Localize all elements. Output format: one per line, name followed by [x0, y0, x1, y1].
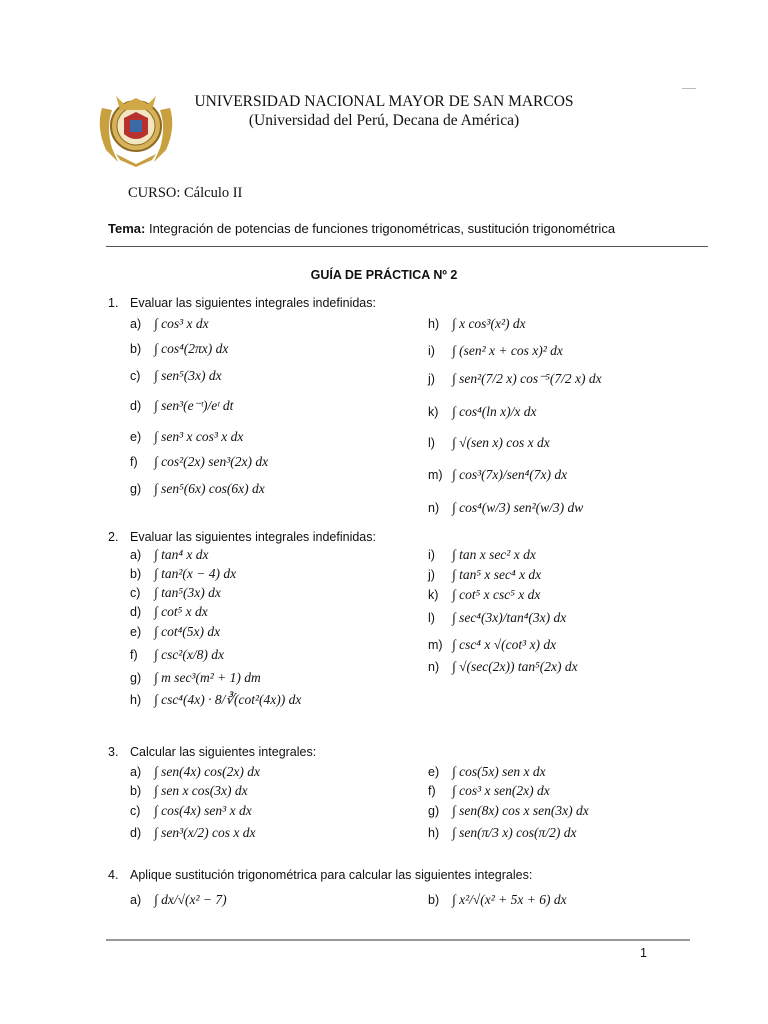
exercise-1m: m) ∫ cos³(7x)/sen⁴(7x) dx: [428, 467, 568, 482]
exercise-1j: j) ∫ sen²(7/2 x) cos⁻⁵(7/2 x) dx: [428, 371, 602, 386]
topic-label: Tema:: [108, 221, 146, 236]
exercise-1c: c) ∫ sen⁵(3x) dx: [130, 368, 222, 383]
exercise-3h: h) ∫ sen(π/3 x) cos(π/2) dx: [428, 825, 577, 840]
exercise-2j: j) ∫ tan⁵ x sec⁴ x dx: [428, 567, 542, 582]
topic-text: Integración de potencias de funciones trigonométricas, sustitución trigonométrica: [148, 221, 616, 236]
exercise-1a: a) ∫ cos³ x dx: [130, 316, 209, 331]
university-name: UNIVERSIDAD NACIONAL MAYOR DE SAN MARCOS: [194, 93, 574, 110]
exercise-1n: n) ∫ cos⁴(w/3) sen²(w/3) dw: [428, 500, 584, 515]
exercise-2n: n) ∫ √(sec(2x)) tan⁵(2x) dx: [428, 659, 578, 674]
exercise-2h: h) ∫ csc⁴(4x) · 8/∛(cot²(4x)) dx: [130, 692, 302, 707]
exercise-3g: g) ∫ sen(8x) cos x sen(3x) dx: [428, 803, 589, 818]
course-title: CURSO: Cálculo II: [128, 185, 243, 201]
corner-mark: [682, 88, 696, 89]
exercise-2e: e) ∫ cot⁴(5x) dx: [130, 624, 221, 639]
exercise-2g: g) ∫ m sec³(m² + 1) dm: [130, 670, 261, 685]
exercise-2a: a) ∫ tan⁴ x dx: [130, 547, 209, 562]
exercise-1g: g) ∫ sen⁵(6x) cos(6x) dx: [130, 481, 265, 496]
footer-divider: [106, 939, 690, 941]
exercise-3e: e) ∫ cos(5x) sen x dx: [428, 764, 546, 779]
exercise-2c: c) ∫ tan⁵(3x) dx: [130, 585, 221, 600]
page-number: 1: [640, 946, 647, 960]
exercise-2d: d) ∫ cot⁵ x dx: [130, 604, 208, 619]
exercise-3f: f) ∫ cos³ x sen(2x) dx: [428, 783, 550, 798]
exercise-2b: b) ∫ tan²(x − 4) dx: [130, 566, 237, 581]
exercise-1b: b) ∫ cos⁴(2πx) dx: [130, 341, 229, 356]
exercise-2m: m) ∫ csc⁴ x √(cot³ x) dx: [428, 637, 557, 652]
exercise-2k: k) ∫ cot⁵ x csc⁵ x dx: [428, 587, 541, 602]
exercise-1h: h) ∫ x cos³(x²) dx: [428, 316, 526, 331]
exercise-3a: a) ∫ sen(4x) cos(2x) dx: [130, 764, 261, 779]
topic-line: [108, 221, 615, 236]
exercise-1i: i) ∫ (sen² x + cos x)² dx: [428, 343, 563, 358]
exercise-3d: d) ∫ sen³(x/2) cos x dx: [130, 825, 256, 840]
exercise-2l: l) ∫ sec⁴(3x)/tan⁴(3x) dx: [428, 610, 567, 625]
exercise-1d: d) ∫ sen³(e⁻ᵗ)/eᵗ dt: [130, 398, 234, 413]
exercise-1l: l) ∫ √(sen x) cos x dx: [428, 435, 550, 450]
section-3-title: 3. Calcular las siguientes integrales:: [108, 745, 317, 759]
exercise-1f: f) ∫ cos²(2x) sen³(2x) dx: [130, 454, 269, 469]
exercise-4a: a) ∫ dx/√(x² − 7): [130, 892, 227, 907]
exercise-1k: k) ∫ cos⁴(ln x)/x dx: [428, 404, 537, 419]
exercise-2i: i) ∫ tan x sec² x dx: [428, 547, 536, 562]
exercise-4b: b) ∫ x²/√(x² + 5x + 6) dx: [428, 892, 567, 907]
guide-title: GUÍA DE PRÁCTICA Nº 2: [310, 268, 458, 282]
exercise-1e: e) ∫ sen³ x cos³ x dx: [130, 429, 244, 444]
exercise-3c: c) ∫ cos(4x) sen³ x dx: [130, 803, 252, 818]
header-divider: [106, 246, 708, 247]
university-subtitle: (Universidad del Perú, Decana de América): [248, 112, 520, 129]
exercise-2f: f) ∫ csc²(x/8) dx: [130, 647, 224, 662]
exercise-3b: b) ∫ sen x cos(3x) dx: [130, 783, 248, 798]
section-4-title: 4. Aplique sustitución trigonométrica para calcular las siguientes integrales:: [108, 868, 533, 882]
section-2-title: 2. Evaluar las siguientes integrales indefinidas:: [108, 530, 376, 544]
section-1-title: 1. Evaluar las siguientes integrales indefinidas:: [108, 296, 376, 310]
